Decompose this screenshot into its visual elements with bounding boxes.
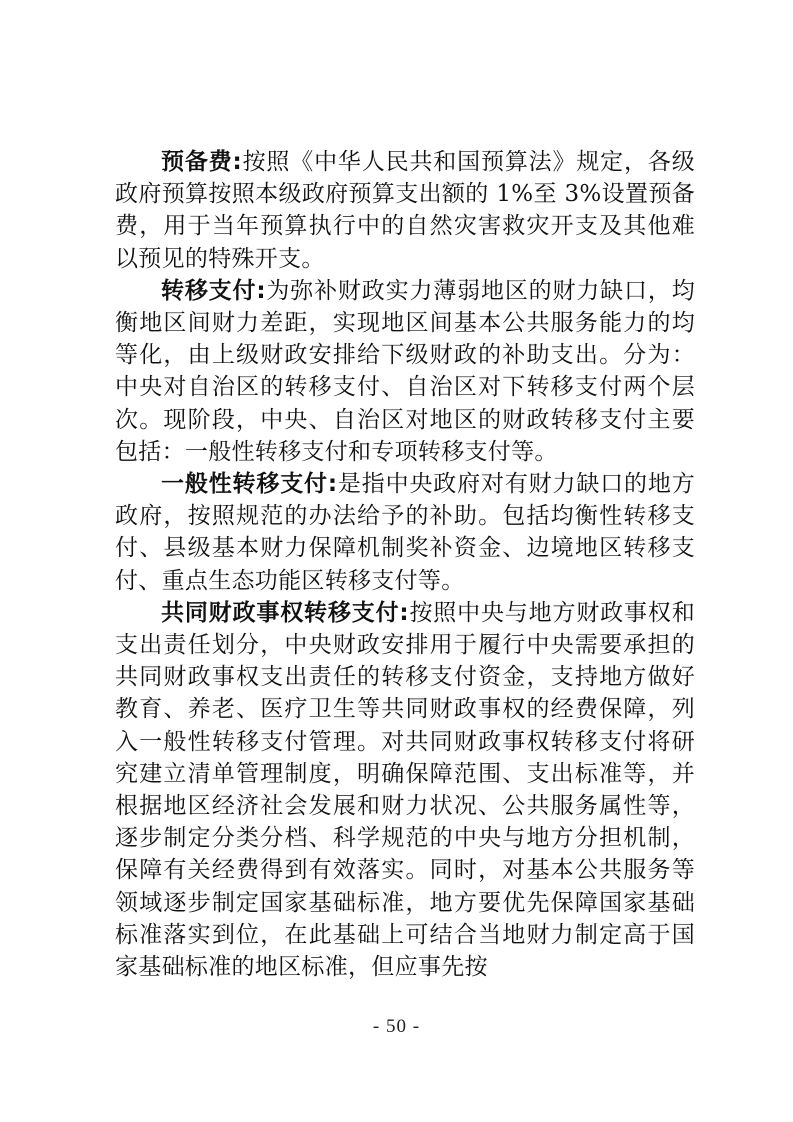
document-body — [115, 146, 695, 983]
paragraph-text: 按照《中华人民共和国预算法》规定，各级政府预算按照本级政府预算支出额的 1%至 3%设置预备费，用于当年预算执行中的自然灾害救灾开支及其他难以预见的特殊开支。 — [115, 149, 696, 272]
paragraph-reserve-fund — [115, 146, 695, 275]
paragraph-text: 按照中央与地方财政事权和支出责任划分，中央财政安排用于履行中央需要承担的共同财政事权支出责任的转移支付资金，支持地方做好教育、养老、医疗卫生等共同财政事权的经费保障，列入一般性转移支付管理。对共同财政事权转移支付将研究建立清单管理制度，明确保障范围、支出标准等，并根据地区经济社会发展和财力状况、公共服务属性等，逐步制定分类分档、科学规范的中央与地方分担机制，保障有关经费得到有效落实。同时，对基本公共服务等领域逐步制定国家基础标准，地方要优先保障国家基础标准落实到位，在此基础上可结合当地财力制定高于国家基础标准的地区标准，但应事先按 — [115, 599, 695, 981]
page-number: - 50 - — [372, 1016, 421, 1037]
paragraph-text: 为弥补财政实力薄弱地区的财力缺口，均衡地区间财力差距，实现地区间基本公共服务能力的均等化，由上级财政安排给下级财政的补助支出。分为：中央对自治区的转移支付、自治区对下转移支付两个层次。现阶段，中央、自治区对地区的财政转移支付主要包括：一般性转移支付和专项转移支付等。 — [115, 277, 696, 465]
term-transfer-payment: 转移支付: — [161, 277, 266, 304]
term-shared-fiscal-transfer: 共同财政事权转移支付: — [161, 599, 409, 626]
paragraph-shared-fiscal-transfer — [115, 597, 695, 983]
paragraph-transfer-payment — [115, 275, 695, 468]
term-reserve-fund: 预备费: — [161, 149, 243, 175]
term-general-transfer-payment: 一般性转移支付: — [161, 471, 338, 498]
paragraph-text: 是指中央政府对有财力缺口的地方政府，按照规范的办法给予的补助。包括均衡性转移支付、县级基本财力保障机制奖补资金、边境地区转移支付、重点生态功能区转移支付等。 — [115, 471, 695, 594]
paragraph-general-transfer-payment — [115, 468, 695, 597]
